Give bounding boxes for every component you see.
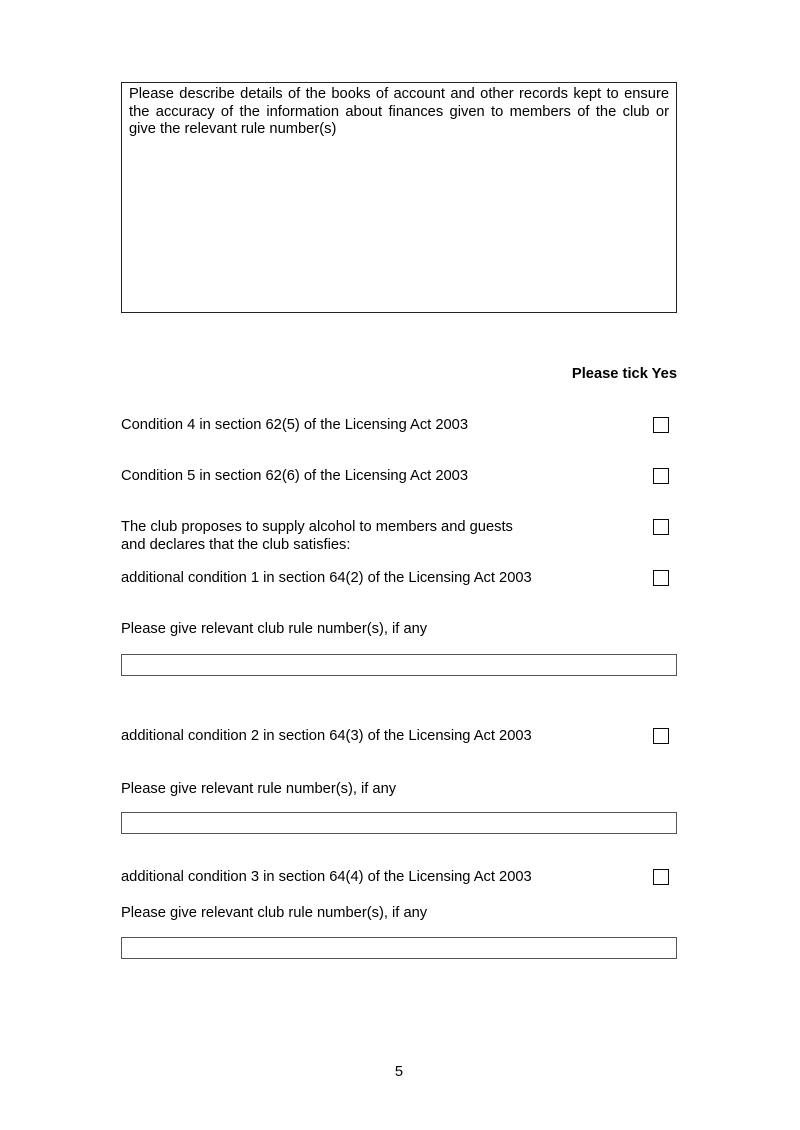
additional-condition2-row (121, 728, 677, 746)
additional-condition2-checkbox[interactable] (653, 728, 669, 744)
rule-number-prompt-2: Please give relevant rule number(s), if any (121, 781, 397, 797)
condition4-checkbox[interactable] (653, 417, 669, 433)
additional-condition3-label: additional condition 3 in section 64(4) of the Licensing Act 2003 (121, 869, 532, 885)
club-rule-number-prompt-3: Please give relevant club rule number(s), if any (121, 905, 428, 921)
supply-declaration-label-line1: The club proposes to supply alcohol to members and guests (121, 519, 513, 535)
please-tick-yes-header: Please tick Yes (571, 366, 677, 382)
additional-condition1-checkbox[interactable] (653, 570, 669, 586)
club-rule-number-prompt-1: Please give relevant club rule number(s), if any (121, 621, 428, 637)
supply-declaration-label-line2: and declares that the club satisfies: (121, 536, 351, 553)
club-rule-number-input-1[interactable] (121, 654, 677, 676)
condition5-label: Condition 5 in section 62(6) of the Licensing Act 2003 (121, 468, 469, 484)
books-of-account-prompt: Please describe details of the books of account and other records kept to ensure the accuracy of the information about finances given to members of the club or give the relevant rule number(s) (129, 86, 669, 137)
club-rule-number-input-3[interactable] (121, 937, 677, 959)
additional-condition1-row (121, 570, 677, 588)
condition5-checkbox[interactable] (653, 468, 669, 484)
additional-condition1-label: additional condition 1 in section 64(2) of the Licensing Act 2003 (121, 570, 532, 586)
supply-declaration-row (121, 519, 677, 554)
condition4-row (121, 417, 677, 435)
supply-declaration-checkbox[interactable] (653, 519, 669, 535)
condition5-row (121, 468, 677, 486)
additional-condition2-label: additional condition 2 in section 64(3) of the Licensing Act 2003 (121, 728, 532, 744)
additional-condition3-checkbox[interactable] (653, 869, 669, 885)
page-number: 5 (394, 1064, 404, 1080)
rule-number-input-2[interactable] (121, 812, 677, 834)
books-of-account-entry-box[interactable] (121, 82, 677, 313)
additional-condition3-row (121, 869, 677, 887)
condition4-label: Condition 4 in section 62(5) of the Licensing Act 2003 (121, 417, 469, 433)
